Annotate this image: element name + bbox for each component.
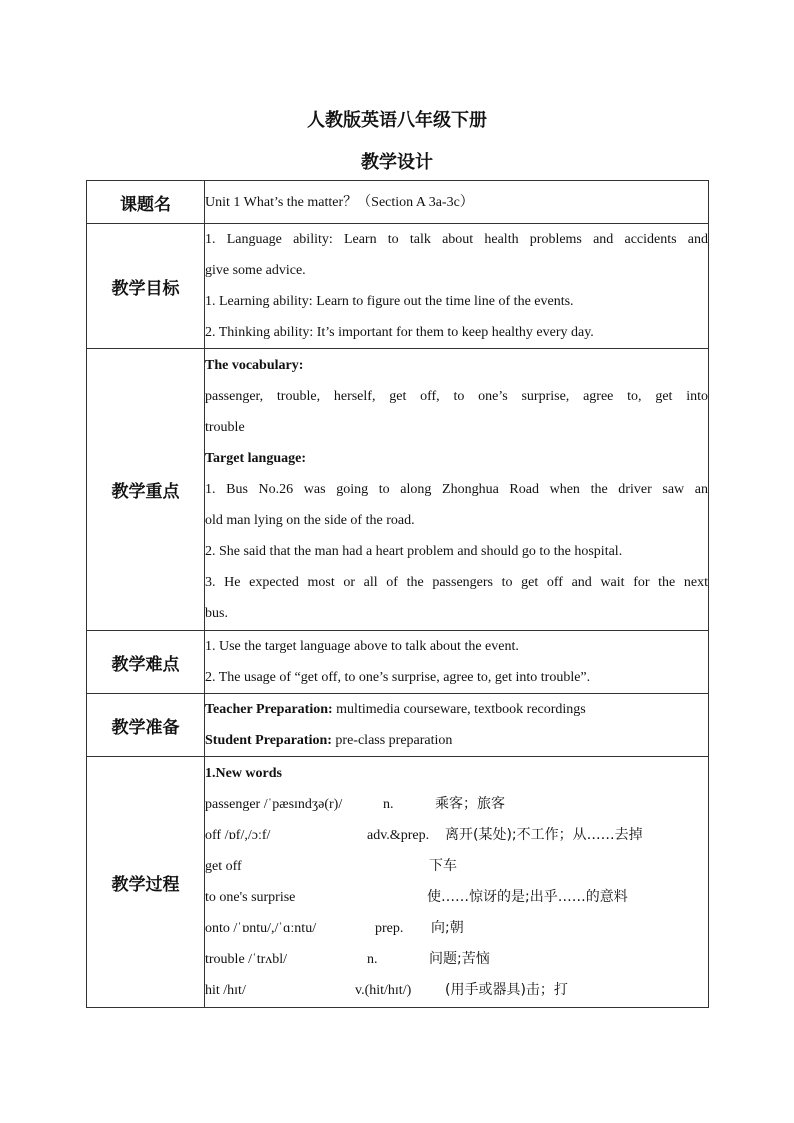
key-points-row <box>87 349 709 631</box>
difficulty-line: 2. The usage of “get off, to one’s surprise, agree to, get into trouble”. <box>205 670 591 685</box>
difficulties-row <box>87 631 709 694</box>
difficulties-label: 教学难点 <box>87 631 205 694</box>
difficulties-content <box>205 631 709 694</box>
objective-line: give some advice. <box>205 263 306 278</box>
student-preparation <box>205 725 708 756</box>
word-text: get off <box>205 859 242 874</box>
word-entry <box>205 913 708 944</box>
vocabulary-line: trouble <box>205 420 245 435</box>
new-words-heading: 1.New words <box>205 766 282 781</box>
objectives-content <box>205 224 709 349</box>
process-content <box>205 757 709 1008</box>
word-text: hit /hɪt/ <box>205 983 246 998</box>
word-meaning: 问题;苦恼 <box>429 951 490 967</box>
teacher-preparation <box>205 694 708 725</box>
target-language-line: old man lying on the side of the road. <box>205 513 415 528</box>
word-pos: v.(hit/hɪt/) <box>355 983 412 998</box>
objective-line: 1. Language ability: Learn to talk about health problems and accidents and <box>205 232 708 247</box>
target-language-line: 1. Bus No.26 was going to along Zhonghua Road when the driver saw an <box>205 482 708 497</box>
vocabulary-heading: The vocabulary: <box>205 358 304 373</box>
objective-line: 2. Thinking ability: It’s important for them to keep healthy every day. <box>205 325 594 340</box>
teacher-preparation-text: multimedia courseware, textbook recordings <box>336 702 586 717</box>
word-text: passenger /ˈpæsɪndʒə(r)/ <box>205 797 343 812</box>
word-entry <box>205 882 708 913</box>
key-points-content <box>205 349 709 631</box>
word-text: to one's surprise <box>205 890 296 905</box>
target-language-line: 3. He expected most or all of the passengers to get off and wait for the next <box>205 575 708 590</box>
word-pos: prep. <box>375 921 404 936</box>
word-text: onto /ˈɒntu/,/ˈɑːntu/ <box>205 921 317 936</box>
objectives-label: 教学目标 <box>87 224 205 349</box>
teacher-preparation-label: Teacher Preparation: <box>205 702 333 717</box>
word-meaning: 下车 <box>429 858 457 874</box>
student-preparation-text: pre-class preparation <box>335 733 453 748</box>
lesson-plan-table <box>86 180 709 1008</box>
word-entry <box>205 975 708 1006</box>
topic-text: Unit 1 What’s the matter？（Section A 3a-3c） <box>205 194 474 210</box>
word-entry <box>205 944 708 975</box>
preparation-label: 教学准备 <box>87 694 205 757</box>
process-label: 教学过程 <box>87 757 205 1008</box>
topic-label: 课题名 <box>87 181 205 224</box>
difficulty-line: 1. Use the target language above to talk about the event. <box>205 639 519 654</box>
target-language-line: 2. She said that the man had a heart problem and should go to the hospital. <box>205 544 623 559</box>
word-meaning: 离开(某处);不工作；从……去掉 <box>445 827 643 843</box>
topic-value <box>205 181 709 224</box>
word-pos: n. <box>367 952 378 967</box>
target-language-line: bus. <box>205 606 228 621</box>
word-text: off /ɒf/,/ɔːf/ <box>205 828 271 843</box>
key-points-label: 教学重点 <box>87 349 205 631</box>
word-meaning: 乘客；旅客 <box>435 796 505 812</box>
word-pos: adv.&prep. <box>367 828 430 843</box>
word-pos: n. <box>383 797 394 812</box>
word-text: trouble /ˈtrʌbl/ <box>205 952 288 967</box>
process-row <box>87 757 709 1008</box>
vocabulary-line: passenger, trouble, herself, get off, to one’s surprise, agree to, get into <box>205 389 708 404</box>
word-entry <box>205 851 708 882</box>
word-meaning: 向;朝 <box>431 920 464 936</box>
word-meaning: (用手或器具)击；打 <box>445 982 568 998</box>
objectives-row <box>87 224 709 349</box>
word-entry <box>205 820 708 851</box>
student-preparation-label: Student Preparation: <box>205 733 332 748</box>
word-meaning: 使……惊讶的是;出乎……的意料 <box>427 889 628 905</box>
topic-row <box>87 181 709 224</box>
preparation-content <box>205 694 709 757</box>
target-language-heading: Target language: <box>205 451 306 466</box>
word-entry <box>205 789 708 820</box>
document-title: 人教版英语八年级下册 <box>307 110 487 131</box>
objective-line: 1. Learning ability: Learn to figure out the time line of the events. <box>205 294 574 309</box>
preparation-row <box>87 694 709 757</box>
document-subtitle: 教学设计 <box>361 152 433 173</box>
